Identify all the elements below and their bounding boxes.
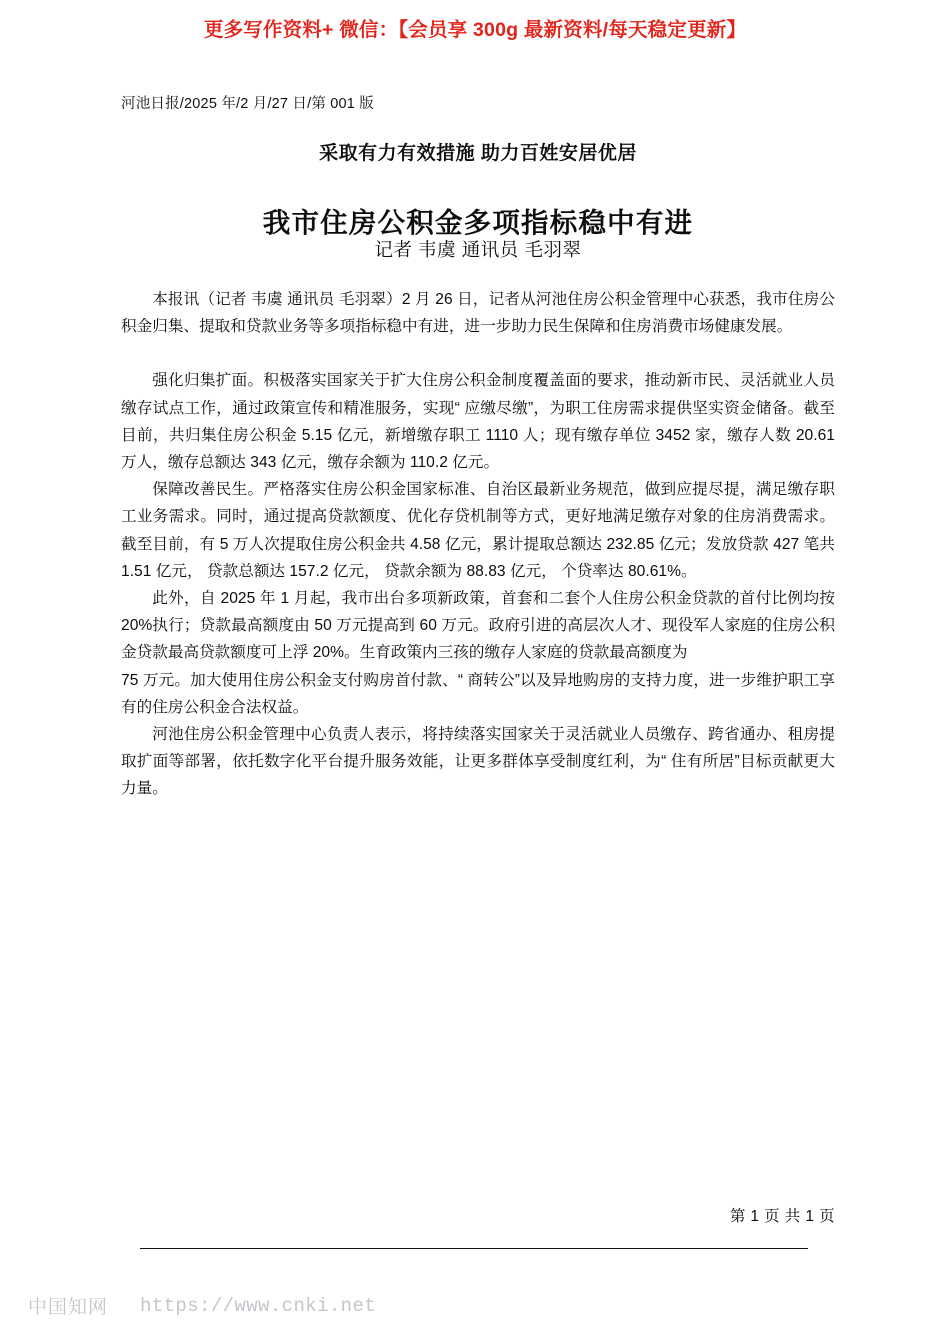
article-byline: 记者 韦虞 通讯员 毛羽翠	[374, 239, 582, 260]
article-paragraph: 强化归集扩面。积极落实国家关于扩大住房公积金制度覆盖面的要求，推动新市民、灵活就业人员缴存试点工作，通过政策宣传和精准服务，实现“ 应缴尽缴”，为职工住房需求提供坚实资金储备。截至目前，共归集住房公积金 5.15 亿元，新增缴存职工 1110 人；现有缴存单位 3452 家，缴存人数 20.61 万人，缴存总额达 343 亿元，缴存余额为 110.2 亿元。	[121, 372, 835, 472]
paragraph-spacer	[121, 340, 835, 367]
article-paragraph: 本报讯（记者 韦虞 通讯员 毛羽翠）2 月 26 日，记者从河池住房公积金管理中心获悉，我市住房公积金归集、提取和贷款业务等多项指标稳中有进，进一步助力民生保障和住房消费市场健康发展。	[121, 291, 835, 336]
article-paragraph: 保障改善民生。严格落实住房公积金国家标准、自治区最新业务规范，做到应提尽提，满足缴存职工业务需求。同时，通过提高贷款额度、优化存贷机制等方式，更好地满足缴存对象的住房消费需求。截至目前，有 5 万人次提取住房公积金共 4.58 亿元，累计提取总额达 232.85 亿元；发放贷款 427 笔共 1.51 亿元， 贷款总额达 157.2 亿元， 贷款余额为 88.83 亿元， 个贷率达 80.61%。	[121, 481, 835, 580]
article-kicker: 采取有力有效措施 助力百姓安居优居	[319, 143, 637, 164]
publication-source-line: 河池日报/2025 年/2 月/27 日/第 001 版	[121, 96, 374, 112]
page-title: 我市住房公积金多项指标稳中有进	[262, 207, 694, 239]
article-body	[121, 286, 835, 803]
cnki-logo-text: 中国知网	[28, 1297, 109, 1318]
promo-banner-text: 更多写作资料+ 微信：【会员享 300g 最新资料/每天稳定更新】	[203, 19, 747, 41]
footer-divider	[140, 1248, 808, 1249]
cnki-url-text: https://www.cnki.net	[140, 1294, 377, 1317]
cnki-watermark	[28, 1292, 376, 1319]
page-indicator: 第 1 页 共 1 页	[729, 1208, 835, 1225]
article-paragraph: 此外，自 2025 年 1 月起，我市出台多项新政策，首套和二套个人住房公积金贷款的首付比例均按 20%执行；贷款最高额度由 50 万元提高到 60 万元。政府引进的高层次人才、现役军人家庭的住房公积金贷款最高贷款额度可上浮 20%。生育政策内三孩的缴存人家庭的贷款最高额度为	[121, 590, 835, 662]
article-paragraph: 河池住房公积金管理中心负责人表示，将持续落实国家关于灵活就业人员缴存、跨省通办、租房提取扩面等部署，依托数字化平台提升服务效能，让更多群体享受制度红利，为“ 住有所居”目标贡献更大力量。	[121, 726, 835, 798]
article-paragraph: 75 万元。加大使用住房公积金支付购房首付款、“ 商转公”以及异地购房的支持力度，进一步维护职工享有的住房公积金合法权益。	[121, 671, 835, 716]
